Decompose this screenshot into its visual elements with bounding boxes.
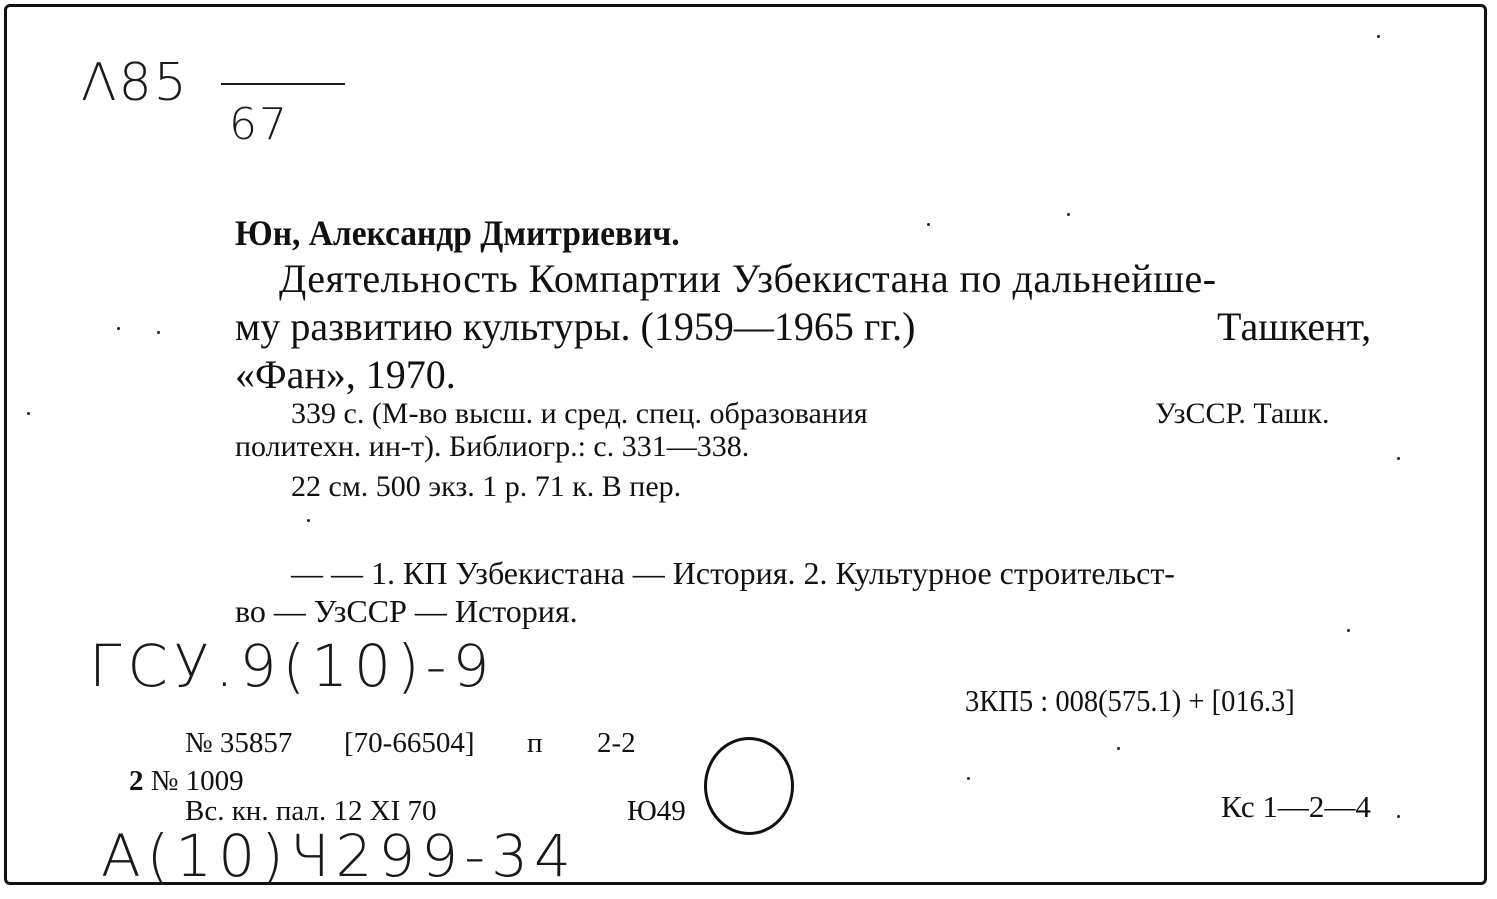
handwritten-inventory-code: А(10)Ч299-34 xyxy=(101,822,577,890)
catalog-card xyxy=(4,4,1487,890)
print-speck xyxy=(1397,815,1400,818)
publisher-year: «Фан», 1970. xyxy=(235,352,456,397)
print-speck xyxy=(1347,629,1350,632)
print-speck xyxy=(927,223,930,226)
print-speck xyxy=(307,519,310,522)
handwritten-classification: ГСУ.9(10)-9 xyxy=(89,632,496,700)
circle-stamp xyxy=(704,737,794,835)
classification-index: 3КП5 : 008(575.1) + [016.3] xyxy=(965,683,1295,718)
physical-description-line-2: политехн. ин-т). Библиогр.: с. 331—338. xyxy=(235,430,750,463)
physical-description-line-1: 339 с. (М-во высш. и сред. спец. образования xyxy=(291,397,868,430)
author-heading: Юн, Александр Дмитриевич. xyxy=(235,213,680,253)
title-line-1: Деятельность Компартии Узбекистана по дальнейше- xyxy=(279,256,1217,301)
subject-headings-line-1: — — 1. КП Узбекистана — История. 2. Культурное строительст- xyxy=(291,555,1175,591)
print-speck xyxy=(1117,747,1120,750)
copy-prefix: 2 xyxy=(129,765,144,797)
print-speck xyxy=(27,412,30,415)
print-speck xyxy=(1067,213,1070,216)
accession-order-number: [70-66504] xyxy=(344,727,475,759)
title-line-2: му развитию культуры. (1959—1965 гг.) xyxy=(235,304,916,349)
print-speck xyxy=(967,777,970,780)
publication-place: Ташкент, xyxy=(1217,304,1372,349)
print-code: Ю49 xyxy=(627,795,686,827)
accession-code: 2-2 xyxy=(597,727,636,759)
handwritten-shelf-mark: Λ85 xyxy=(81,53,189,113)
copy-number-line xyxy=(129,767,244,796)
book-chamber-print-info: Вс. кн. пал. 12 XI 70 xyxy=(185,795,437,827)
accession-number: № 35857 xyxy=(185,727,293,759)
accession-p-mark: п xyxy=(527,727,543,759)
print-speck xyxy=(117,327,120,330)
copy-number: № 1009 xyxy=(150,765,244,797)
card-set-code: Кс 1—2—4 xyxy=(1221,789,1371,824)
print-speck xyxy=(1377,35,1380,38)
shelf-mark-fraction-line xyxy=(221,83,345,85)
print-speck xyxy=(1397,457,1400,460)
print-speck xyxy=(157,331,160,334)
subject-headings-line-2: во — УзССР — История. xyxy=(235,593,578,629)
physical-description-line-1-right: УзССР. Ташк. xyxy=(1155,397,1330,430)
handwritten-shelf-mark-denominator: 67 xyxy=(229,99,289,150)
physical-description-line-3: 22 см. 500 экз. 1 р. 71 к. В пер. xyxy=(291,470,682,503)
